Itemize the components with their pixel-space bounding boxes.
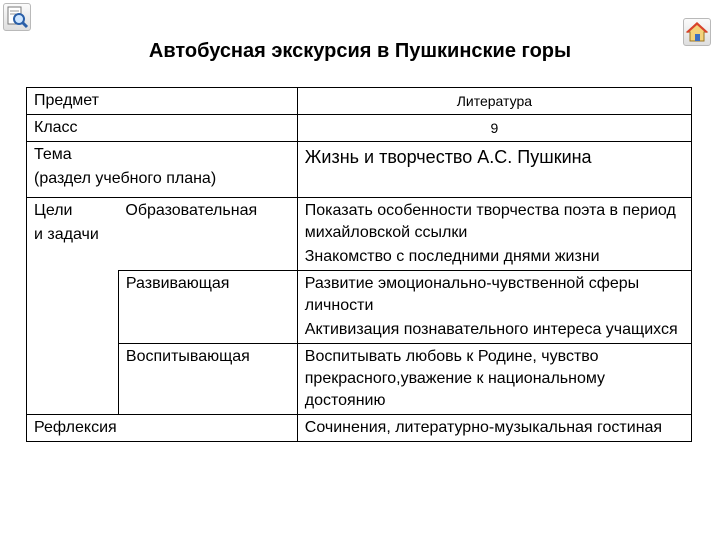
subject-value: Литература <box>297 88 691 115</box>
table-row-upbringing <box>27 344 692 415</box>
educational-text-1: Показать особенности творчества поэта в период михайловской ссылки <box>304 202 676 241</box>
lesson-plan-table <box>26 87 692 442</box>
subject-label: Предмет <box>27 88 298 115</box>
developing-text-cell <box>297 271 691 344</box>
developing-text-1: Развитие эмоционально-чувственной сферы личности <box>304 275 640 314</box>
developing-text-2: Активизация познавательного интереса учащихся <box>304 321 678 338</box>
goals-cell <box>27 198 119 415</box>
grade-value: 9 <box>297 115 691 142</box>
goals-label-2: и задачи <box>34 226 99 243</box>
table-row-reflection <box>27 415 692 442</box>
reflection-label: Рефлексия <box>27 415 298 442</box>
goals-label: Цели <box>34 202 73 219</box>
reflection-text: Сочинения, литературно-музыкальная гостиная <box>297 415 691 442</box>
table-row-topic <box>27 142 692 198</box>
educational-text-cell <box>297 198 691 271</box>
topic-label: Тема <box>34 146 72 163</box>
topic-sublabel: (раздел учебного плана) <box>34 170 217 187</box>
upbringing-label: Воспитывающая <box>118 344 297 415</box>
table-row-grade <box>27 115 692 142</box>
educational-label: Образовательная <box>118 198 297 271</box>
upbringing-text: Воспитывать любовь к Родине, чувство прекрасного,уважение к национальному достоянию <box>297 344 691 415</box>
grade-label: Класс <box>27 115 298 142</box>
developing-label: Развивающая <box>118 271 297 344</box>
educational-text-2: Знакомство с последними днями жизни <box>304 248 600 265</box>
page-title: Автобусная экскурсия в Пушкинские горы <box>148 40 572 62</box>
table-row-subject <box>27 88 692 115</box>
search-icon[interactable] <box>3 3 31 31</box>
table-row-developing <box>27 271 692 344</box>
table-row-educational <box>27 198 692 271</box>
topic-value: Жизнь и творчество А.С. Пушкина <box>297 142 691 198</box>
topic-cell <box>27 142 298 198</box>
